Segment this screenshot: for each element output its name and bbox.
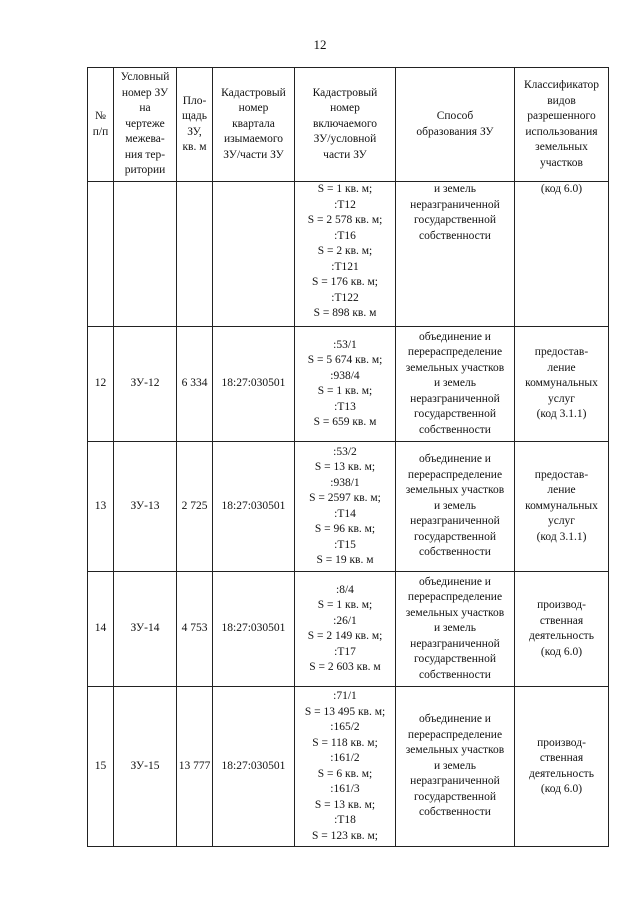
- cell-cadastral: 18:27:030501: [213, 327, 295, 442]
- cell-line: ственная: [539, 614, 584, 627]
- cell-line: S = 176 кв. м;: [312, 276, 378, 288]
- cell-line: неразграниченной: [410, 515, 500, 528]
- cell-line: (код 6.0): [540, 645, 583, 658]
- cell-line: ление: [547, 361, 576, 374]
- cell-line: государственной: [414, 530, 496, 543]
- cell-method: [396, 182, 515, 327]
- cell-line: Способ: [436, 110, 474, 122]
- cell-line: :Т17: [334, 645, 356, 658]
- cell-area: 6 334: [177, 327, 213, 442]
- cell-line: :Т14: [334, 507, 356, 520]
- cell-line: кв. м: [182, 141, 207, 153]
- cell-line: участков: [540, 156, 583, 169]
- cell-line: объединение и: [419, 713, 491, 726]
- cell-cadastral: 18:27:030501: [213, 687, 295, 847]
- cell-line: (код 6.0): [540, 183, 583, 195]
- cell-area: [177, 182, 213, 327]
- cell-line: собственности: [419, 806, 491, 819]
- cell-line: :Т13: [334, 400, 356, 413]
- cell-line: :Т121: [331, 260, 359, 273]
- cell-line: перераспределение: [407, 728, 503, 741]
- cell-included: [295, 687, 396, 847]
- cell-area: 2 725: [177, 442, 213, 572]
- cell-line: ритории: [124, 164, 166, 177]
- cell-line: разрешенного: [527, 110, 596, 122]
- cell-zu: ЗУ-12: [114, 327, 177, 442]
- cell-line: S = 2597 кв. м;: [309, 492, 381, 504]
- cell-included: [295, 572, 396, 687]
- cell-line: :Т15: [334, 538, 356, 551]
- cell-cadastral: [213, 182, 295, 327]
- cell-line: объединение и: [419, 330, 491, 343]
- cell-line: неразграниченной: [410, 392, 500, 405]
- cell-line: земельных участков: [405, 606, 505, 619]
- cell-line: собственности: [419, 423, 491, 436]
- cell-line: производ-: [537, 599, 586, 611]
- cell-zu: [114, 182, 177, 327]
- cell-num: [88, 182, 114, 327]
- cell-line: перераспределение: [407, 468, 503, 481]
- cell-classifier: [515, 572, 609, 687]
- cell-line: деятельность: [529, 767, 594, 780]
- cell-line: неразграниченной: [410, 775, 500, 788]
- cell-line: земельных участков: [405, 361, 505, 374]
- cell-line: деятельность: [529, 630, 594, 642]
- cell-line: Кадастровый: [312, 86, 378, 99]
- cell-line: государственной: [414, 653, 496, 666]
- cell-line: земельных участков: [405, 744, 505, 757]
- table-row: [88, 442, 609, 572]
- cell-line: собственности: [419, 668, 491, 681]
- table-header-row: [88, 68, 609, 182]
- cell-line: S = 19 кв. м: [316, 554, 374, 566]
- cell-cadastral: 18:27:030501: [213, 442, 295, 572]
- cell-line: S = 1 кв. м;: [317, 599, 373, 611]
- header-quarter-cadastral: [213, 68, 295, 182]
- cell-line: (код 6.0): [540, 783, 583, 795]
- cell-line: включаемого: [312, 117, 378, 130]
- cell-line: S = 2 578 кв. м;: [307, 214, 383, 226]
- cell-line: части ЗУ: [323, 148, 367, 161]
- cell-line: услуг: [547, 515, 576, 528]
- cell-line: ЗУ/условной: [313, 133, 377, 146]
- header-classifier: [515, 68, 609, 182]
- cell-line: ление: [547, 484, 576, 497]
- cell-line: :26/1: [333, 614, 357, 627]
- table-row: [88, 687, 609, 847]
- cell-line: :161/2: [330, 752, 360, 764]
- cell-line: и земель: [433, 759, 477, 772]
- header-included-cadastral: [295, 68, 396, 182]
- cell-line: Кадастровый: [221, 86, 286, 99]
- cell-line: Условный: [120, 71, 170, 84]
- cell-line: №: [95, 110, 106, 122]
- cell-line: государственной: [414, 214, 496, 226]
- cell-line: предостав-: [534, 468, 589, 481]
- cell-classifier: [515, 182, 609, 327]
- cell-line: :Т12: [334, 198, 356, 211]
- cell-line: (код 3.1.1): [536, 408, 587, 421]
- cell-line: S = 118 кв. м;: [312, 736, 378, 749]
- cell-line: предостав-: [534, 346, 589, 359]
- cell-line: S = 659 кв. м: [313, 416, 377, 428]
- cell-line: S = 96 кв. м;: [314, 523, 376, 535]
- cell-line: межева-: [125, 133, 165, 146]
- cell-method: [396, 687, 515, 847]
- table-row: [88, 182, 609, 327]
- cell-line: ния тер-: [124, 148, 166, 161]
- cell-line: :Т18: [334, 814, 356, 826]
- cell-line: и земель: [433, 183, 477, 195]
- cell-line: и земель: [433, 499, 477, 512]
- cell-line: собственности: [419, 229, 491, 242]
- cell-line: :Т122: [331, 291, 359, 304]
- cell-line: и земель: [433, 377, 477, 390]
- cell-zu: ЗУ-14: [114, 572, 177, 687]
- table-row: [88, 327, 609, 442]
- page-number: 12: [313, 37, 327, 52]
- cell-line: номер ЗУ: [121, 86, 169, 99]
- cell-cadastral: 18:27:030501: [213, 572, 295, 687]
- cell-line: объединение и: [419, 575, 491, 588]
- cell-line: щадь: [181, 110, 208, 122]
- cell-line: :8/4: [336, 583, 354, 596]
- cell-line: S = 123 кв. м;: [312, 829, 378, 842]
- cell-line: использования: [525, 125, 598, 138]
- cell-line: S = 1 кв. м;: [317, 183, 373, 195]
- cell-line: и земель: [433, 622, 477, 635]
- cell-line: перераспределение: [407, 591, 503, 604]
- cell-line: объединение и: [419, 453, 491, 466]
- cell-included: [295, 327, 396, 442]
- cell-line: неразграниченной: [410, 198, 500, 211]
- land-plots-table: [87, 67, 609, 847]
- cell-line: перераспределение: [407, 346, 503, 359]
- cell-num: 15: [88, 687, 114, 847]
- cell-line: коммунальных: [525, 377, 598, 390]
- cell-line: государственной: [414, 408, 496, 421]
- cell-line: Пло-: [182, 94, 207, 107]
- cell-line: ЗУ/части ЗУ: [223, 148, 284, 161]
- cell-line: S = 2 кв. м;: [317, 245, 373, 257]
- cell-line: собственности: [419, 546, 491, 559]
- cell-line: номер: [238, 102, 269, 115]
- cell-line: :938/4: [330, 369, 360, 382]
- cell-zu: ЗУ-15: [114, 687, 177, 847]
- cell-line: S = 2 603 кв. м: [309, 661, 381, 673]
- cell-line: услуг: [547, 392, 576, 405]
- cell-line: ственная: [539, 752, 584, 764]
- header-zu-number: [114, 68, 177, 182]
- cell-line: чертеже: [125, 117, 165, 130]
- cell-line: S = 13 495 кв. м;: [304, 705, 386, 718]
- cell-line: государственной: [414, 790, 496, 803]
- cell-line: коммунальных: [525, 499, 598, 512]
- cell-line: образования ЗУ: [416, 125, 494, 138]
- cell-line: :71/1: [333, 690, 357, 702]
- cell-line: :938/1: [330, 476, 360, 489]
- cell-line: S = 13 кв. м;: [314, 461, 376, 473]
- cell-num: 12: [88, 327, 114, 442]
- cell-line: S = 898 кв. м: [313, 307, 377, 319]
- cell-line: S = 5 674 кв. м;: [307, 354, 383, 366]
- cell-classifier: [515, 687, 609, 847]
- cell-included: [295, 442, 396, 572]
- cell-line: производ-: [537, 736, 586, 749]
- cell-line: видов: [547, 94, 576, 107]
- cell-line: Классификатор: [523, 79, 600, 91]
- cell-method: [396, 572, 515, 687]
- cell-line: (код 3.1.1): [536, 530, 587, 543]
- header-formation-method: [396, 68, 515, 182]
- cell-line: :53/1: [333, 338, 357, 351]
- cell-line: неразграниченной: [410, 637, 500, 650]
- cell-line: :Т16: [334, 229, 356, 242]
- cell-area: 4 753: [177, 572, 213, 687]
- cell-classifier: [515, 327, 609, 442]
- cell-line: :165/2: [330, 721, 360, 733]
- cell-line: номер: [330, 102, 360, 115]
- cell-line: на: [139, 102, 151, 115]
- cell-included: [295, 182, 396, 327]
- cell-line: :161/3: [330, 783, 360, 795]
- cell-line: :53/2: [333, 445, 357, 458]
- cell-num: 13: [88, 442, 114, 572]
- header-area: [177, 68, 213, 182]
- cell-method: [396, 442, 515, 572]
- cell-method: [396, 327, 515, 442]
- cell-line: ЗУ,: [187, 125, 202, 138]
- header-num: [88, 68, 114, 182]
- cell-line: S = 1 кв. м;: [317, 385, 373, 397]
- cell-line: квартала: [232, 117, 275, 130]
- cell-num: 14: [88, 572, 114, 687]
- cell-line: земельных участков: [405, 484, 505, 497]
- cell-line: S = 2 149 кв. м;: [307, 630, 383, 642]
- cell-classifier: [515, 442, 609, 572]
- cell-line: земельных: [535, 141, 588, 153]
- cell-line: S = 6 кв. м;: [317, 767, 373, 780]
- cell-line: изымаемого: [223, 133, 284, 146]
- cell-area: 13 777: [177, 687, 213, 847]
- cell-line: S = 13 кв. м;: [314, 798, 376, 811]
- cell-line: п/п: [92, 125, 109, 138]
- table-row: [88, 572, 609, 687]
- cell-zu: ЗУ-13: [114, 442, 177, 572]
